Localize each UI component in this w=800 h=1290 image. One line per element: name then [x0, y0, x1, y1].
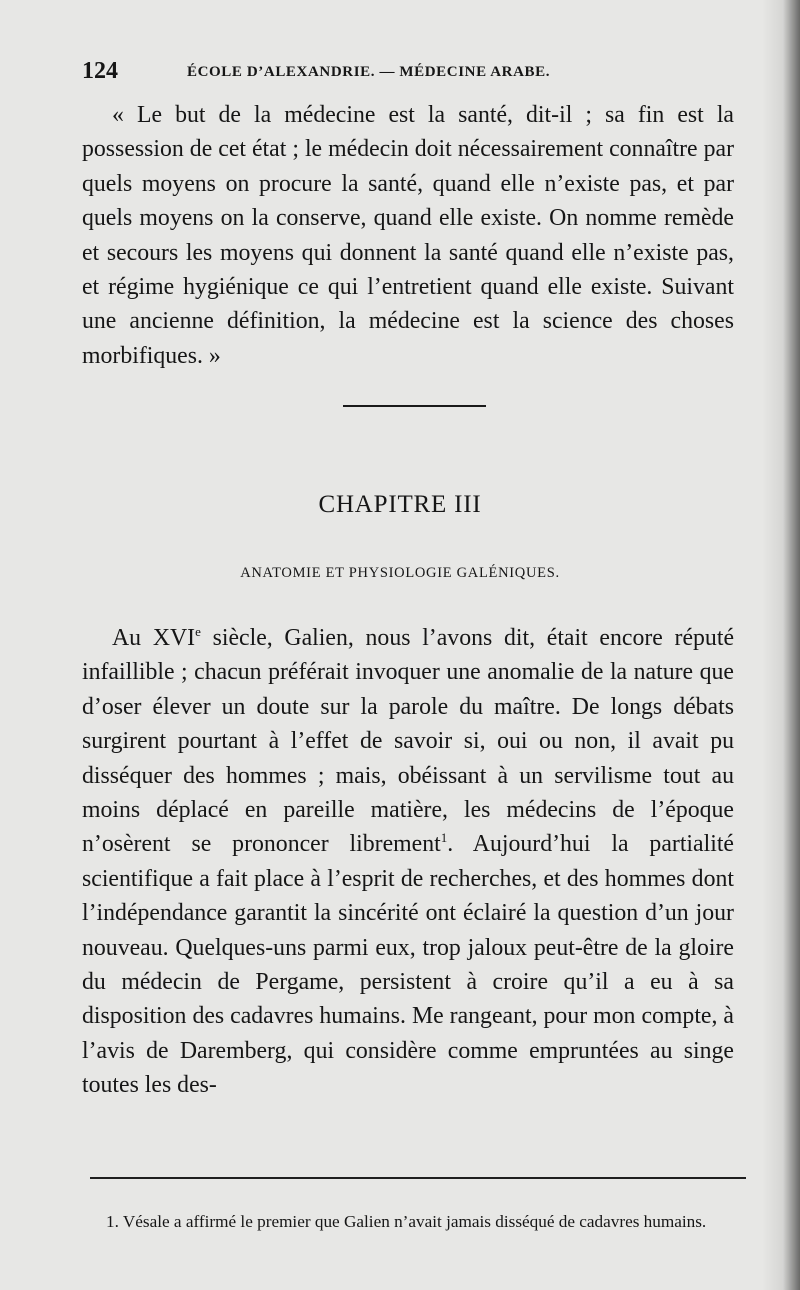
main-paragraph-part-two: . Aujourd’hui la partialité scientifique a fait place à l’esprit de recherches, et des hommes dont l’indépendance garantit la sincérité ont éclairé la question d’un jour nouveau. Quelques-uns parmi eux, trop jaloux peut-être de la gloire du médecin de Pergame, persistent à croire qu’il a eu à sa disposition des cadavres humains. Me rangeant, pour mon compte, à l’avis de Daremberg, qui considère comme empruntées au singe toutes les des-	[82, 831, 734, 1099]
century-numeral: XVI	[152, 625, 196, 651]
century-suffix: e	[195, 624, 201, 640]
page-edge-shadow	[762, 0, 800, 1290]
footnote-reference: 1	[440, 830, 448, 846]
page-number: 124	[82, 58, 118, 84]
main-paragraph-block	[82, 621, 734, 1103]
section-divider	[343, 405, 486, 407]
footnote: 1. Vésale a affirmé le premier que Galien n’avait jamais disséqué de cadavres humains.	[106, 1212, 707, 1231]
main-paragraph-part-one: siècle, Galien, nous l’avons dit, était encore réputé infaillible ; chacun préférait invoquer une anomalie de la nature que d’oser élever un doute sur la parole du maître. De longs débats surgirent pourtant à l’effet de savoir si, oui ou non, il avait pu disséquer des hommes ; mais, obéissant à un servilisme tout au moins déplacé en pareille matière, les médecins de l’époque n’osèrent se prononcer librement	[82, 625, 735, 858]
main-paragraph	[82, 621, 734, 1103]
running-head: ÉCOLE D’ALEXANDRIE. — MÉDECINE ARABE.	[187, 64, 551, 80]
footnote-rule	[90, 1177, 746, 1179]
chapter-title: CHAPITRE III	[318, 491, 482, 518]
quote-paragraph-block	[82, 98, 734, 373]
chapter-subtitle: ANATOMIE ET PHYSIOLOGIE GALÉNIQUES.	[240, 565, 560, 581]
quote-paragraph: « Le but de la médecine est la santé, dit-il ; sa fin est la possession de cet état ; le médecin doit nécessairement connaître par quels moyens on procure la santé, quand elle n’existe pas, et par quels moyens on la conserve, quand elle existe. On nomme remède et secours les moyens qui donnent la santé quand elle n’existe pas, et régime hygiénique ce qui l’entretient quand elle existe. Suivant une ancienne définition, la médecine est la science des choses morbifiques. »	[82, 102, 734, 369]
page-header	[82, 56, 742, 86]
main-paragraph-opening: Au	[112, 625, 153, 651]
